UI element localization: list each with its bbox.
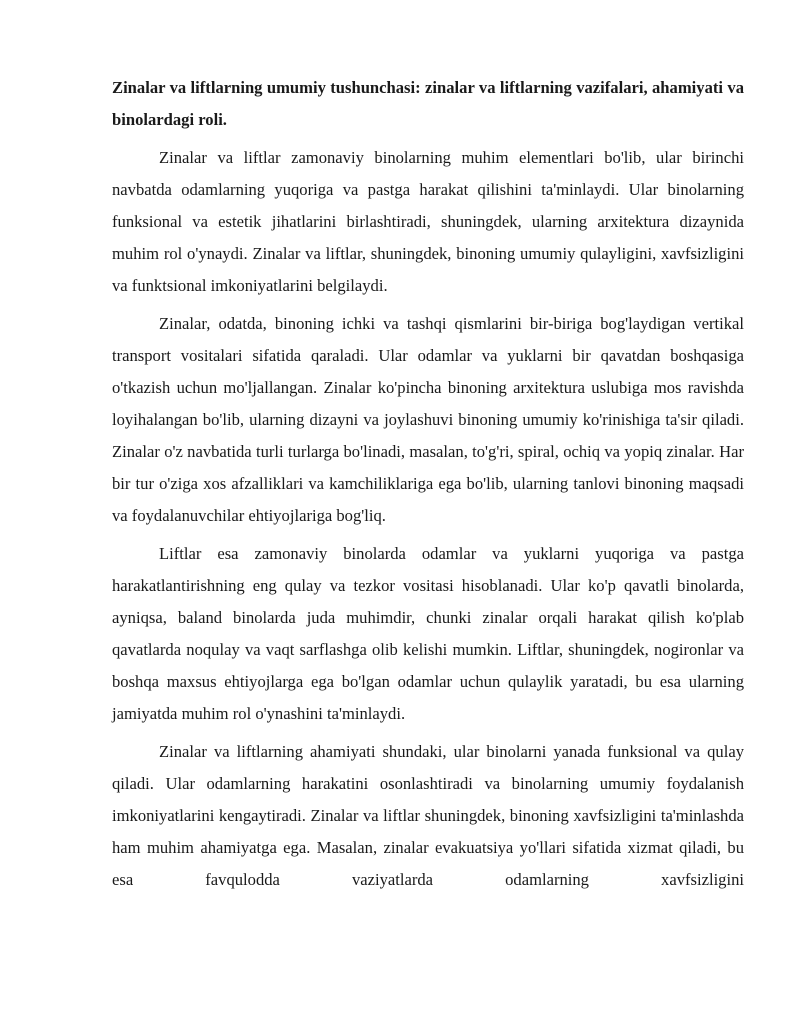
document-page [112, 72, 744, 902]
paragraph-stairs: Zinalar, odatda, binoning ichki va tashqi qismlarini bir-biriga bog'laydigan vertikal transport vositalari sifatida qaraladi. Ular odamlar va yuklarni bir qavatdan boshqasiga o'tkazish uchun mo'ljallangan. Zinalar ko'pincha binoning arxitektura uslubiga mos ravishda loyihalangan bo'lib, ularning dizayni va joylashuvi binoning umumiy ko'rinishiga ta'sir qiladi. Zinalar o'z navbatida turli turlarga bo'linadi, masalan, to'g'ri, spiral, ochiq va yopiq zinalar. Har bir tur o'ziga xos afzalliklari va kamchiliklariga ega bo'lib, ularning tanlovi binoning maqsadi va foydalanuvchilar ehtiyojlariga bog'liq. [112, 314, 744, 525]
paragraph-intro: Zinalar va liftlar zamonaviy binolarning muhim elementlari bo'lib, ular birinchi navbatda odamlarning yuqoriga va pastga harakat qilishini ta'minlaydi. Ular binolarning funksional va estetik jihatlarini birlashtiradi, shuningdek, ularning arxitektura dizaynida muhim rol o'ynaydi. Zinalar va liftlar, shuningdek, binoning umumiy qulayligini, xavfsizligini va funktsional imkoniyatlarini belgilaydi. [112, 148, 744, 295]
section-heading: Zinalar va liftlarning umumiy tushunchasi: zinalar va liftlarning vazifalari, ahamiyati va binolardagi roli. [112, 78, 744, 129]
paragraph-importance: Zinalar va liftlarning ahamiyati shundaki, ular binolarni yanada funksional va qulay qiladi. Ular odamlarning harakatini osonlashtiradi va binolarning umumiy foydalanish imkoniyatlarini kengaytiradi. Zinalar va liftlar shuningdek, binoning xavfsizligini ta'minlashda ham muhim ahamiyatga ega. Masalan, zinalar evakuatsiya yo'llari sifatida xizmat qiladi, bu esa favqulodda vaziyatlarda odamlarning xavfsizligini [112, 742, 744, 889]
paragraph-lifts: Liftlar esa zamonaviy binolarda odamlar va yuklarni yuqoriga va pastga harakatlantirishning eng qulay va tezkor vositasi hisoblanadi. Ular ko'p qavatli binolarda, ayniqsa, baland binolarda juda muhimdir, chunki zinalar orqali harakat qilish ko'plab qavatlarda noqulay va vaqt sarflashga olib kelishi mumkin. Liftlar, shuningdek, nogironlar va boshqa maxsus ehtiyojlarga ega bo'lgan odamlar uchun qulaylik yaratadi, bu esa ularning jamiyatda muhim rol o'ynashini ta'minlaydi. [112, 544, 744, 723]
